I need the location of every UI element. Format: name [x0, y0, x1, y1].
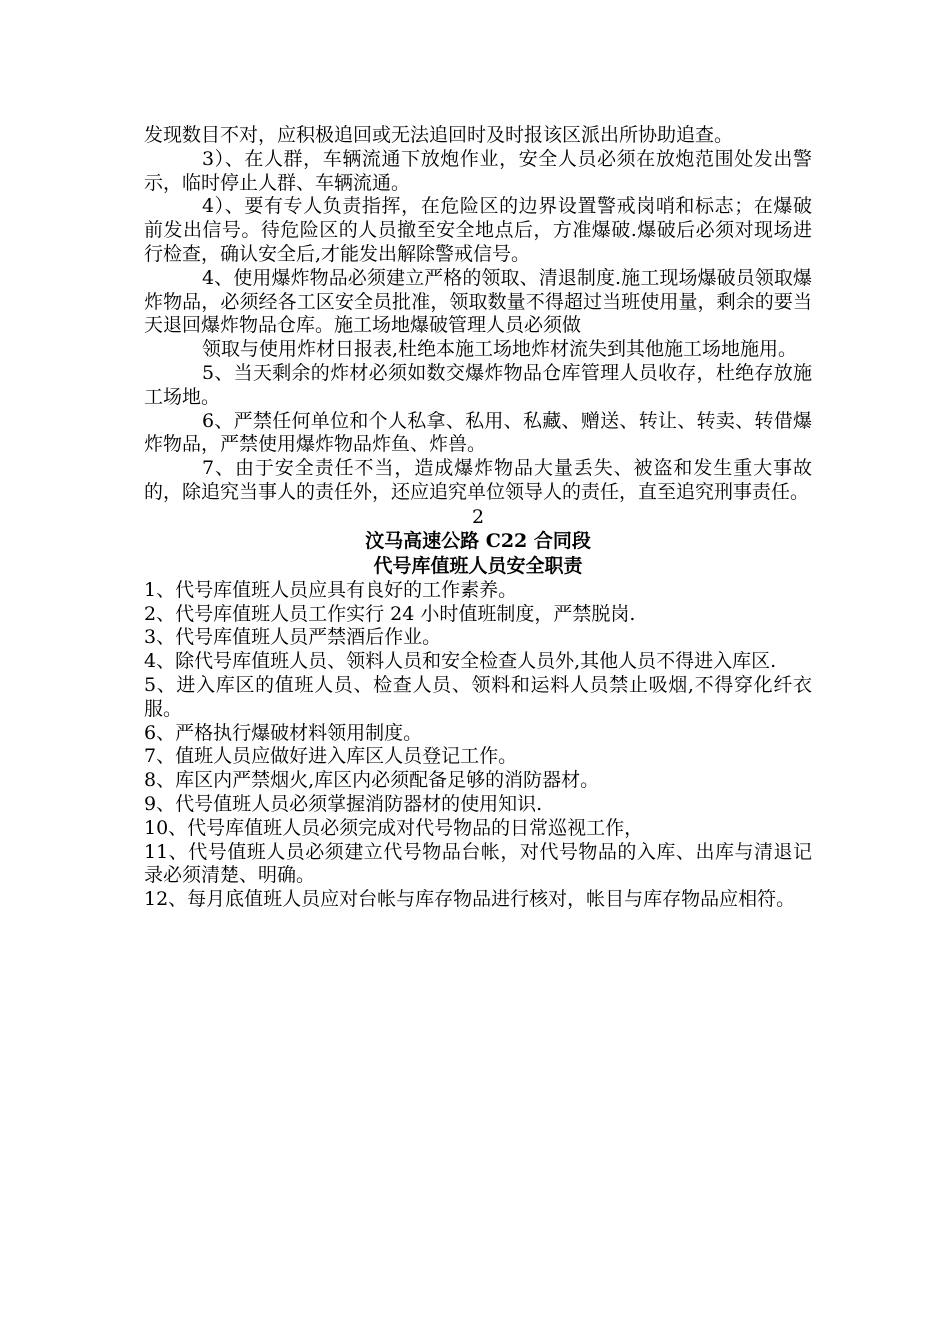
body-paragraph: 5、当天剩余的炸材必须如数交爆炸物品仓库管理人员收存，杜绝存放施工场地。 — [144, 361, 812, 408]
list-item: 8、库区内严禁烟火,库区内必须配备足够的消防器材。 — [144, 769, 600, 792]
section-title-line1: 汶马高速公路 C22 合同段 — [365, 529, 591, 552]
body-paragraph: 7、由于安全责任不当，造成爆炸物品大量丢失、被盗和发生重大事故的，除追究当事人的责任外，还应追究单位领导人的责任，直至追究刑事责任。 — [144, 457, 812, 503]
body-paragraph: 发现数目不对，应积极追回或无法追回时及时报该区派出所协助追查。 — [144, 124, 734, 146]
section-title-line2: 代号库值班人员安全职责 — [373, 554, 583, 577]
list-item: 11、代号值班人员必须建立代号物品台帐，对代号物品的入库、出库与清退记录必须清楚、明确。 — [144, 840, 812, 887]
list-item: 4、除代号库值班人员、领料人员和安全检查人员外,其他人员不得进入库区. — [144, 650, 777, 673]
list-item: 6、严格执行爆破材料领用制度。 — [144, 721, 423, 744]
duty-list — [144, 579, 812, 912]
body-paragraph: 6、严禁任何单位和个人私拿、私用、私藏、赠送、转让、转卖、转借爆炸物品，严禁使用爆炸物品炸鱼、炸兽。 — [144, 409, 812, 456]
list-item: 5、进入库区的值班人员、检查人员、领料和运料人员禁止吸烟,不得穿化纤衣服。 — [144, 673, 812, 720]
body-paragraph: 3）、在人群，车辆流通下放炮作业，安全人员必须在放炮范围处发出警示，临时停止人群、车辆流通。 — [144, 147, 812, 194]
list-item: 9、代号值班人员必须掌握消防器材的使用知识. — [144, 792, 543, 815]
list-item: 12、每月底值班人员应对台帐与库存物品进行核对，帐目与库存物品应相符。 — [144, 888, 796, 911]
body-paragraph: 4）、要有专人负责指挥，在危险区的边界设置警戒岗哨和标志；在爆破前发出信号。待危险区的人员撤至安全地点后，方准爆破.爆破后必须对现场进行检查，确认安全后,才能发出解除警戒信号。 — [144, 195, 812, 265]
document-page — [144, 124, 812, 912]
list-item: 3、代号库值班人员严禁酒后作业。 — [144, 626, 442, 649]
list-item: 7、值班人员应做好进入库区人员登记工作。 — [144, 745, 518, 768]
list-item: 2、代号库值班人员工作实行 24 小时值班制度，严禁脱岗. — [144, 602, 636, 625]
list-item: 1、代号库值班人员应具有良好的工作素养。 — [144, 578, 518, 601]
body-paragraph: 领取与使用炸材日报表,杜绝本施工场地炸材流失到其他施工场地施用。 — [202, 338, 798, 361]
body-paragraph: 4、使用爆炸物品必须建立严格的领取、清退制度.施工现场爆破员领取爆炸物品，必须经各工区安全员批准，领取数量不得超过当班使用量，剩余的要当天退回爆炸物品仓库。施工场地爆破管理人员必须做 — [144, 266, 812, 337]
page-number: 2 — [471, 505, 485, 528]
list-item: 10、代号库值班人员必须完成对代号物品的日常巡视工作， — [144, 816, 644, 839]
